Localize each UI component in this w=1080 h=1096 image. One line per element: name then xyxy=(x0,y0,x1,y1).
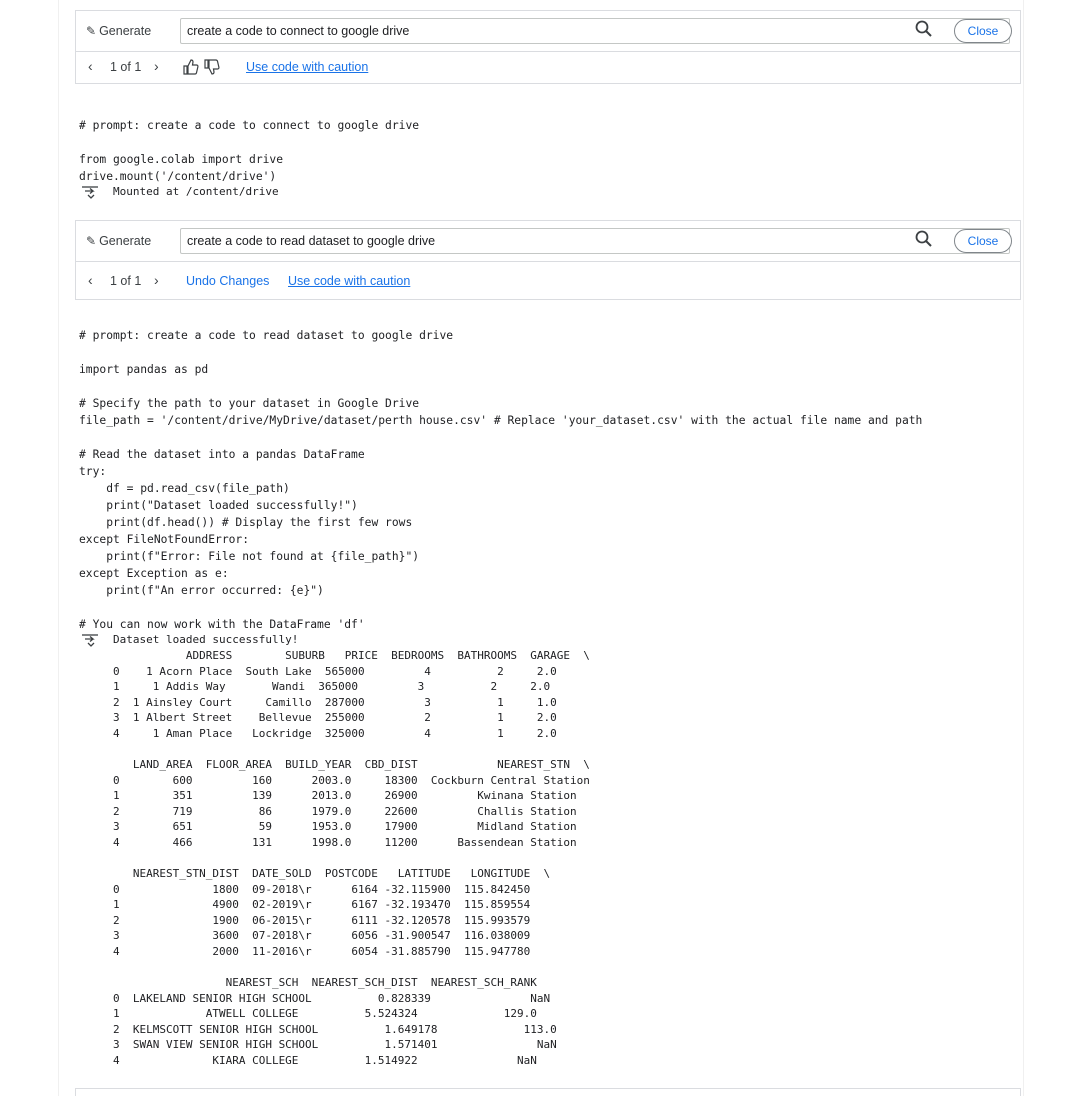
search-icon[interactable] xyxy=(913,228,935,250)
df-row: 2 1900 06-2015\r 6111 -32.120578 115.993579 xyxy=(113,913,531,927)
code-cell-2[interactable] xyxy=(79,310,922,633)
code-line: from google.colab import drive xyxy=(79,153,284,166)
output-arrow-icon[interactable] xyxy=(80,633,100,647)
df-row: LAND_AREA FLOOR_AREA BUILD_YEAR CBD_DIST NEAREST_STN \ xyxy=(113,758,590,771)
output-text: Mounted at /content/drive xyxy=(113,185,279,198)
code-line: # prompt: create a code to read dataset to google drive xyxy=(79,329,454,342)
code-line: # prompt: create a code to connect to google drive xyxy=(79,119,420,132)
wand-icon: ✎ xyxy=(86,234,97,248)
df-row: 1 351 139 2013.0 26900 Kwinana Station xyxy=(113,789,577,803)
close-button[interactable]: Close xyxy=(954,229,1012,253)
code-line: except Exception as e: xyxy=(79,567,229,580)
pager-text: 1 of 1 xyxy=(110,60,142,74)
df-row: NEAREST_STN_DIST DATE_SOLD POSTCODE LATITUDE LONGITUDE \ xyxy=(113,867,551,880)
use-with-caution-link[interactable]: Use code with caution xyxy=(288,274,411,288)
df-row: 4 1 Aman Place Lockridge 325000 4 1 2.0 xyxy=(113,726,557,740)
df-row: 1 1 Addis Way Wandi 365000 3 2 2.0 xyxy=(113,680,551,694)
df-row: 3 SWAN VIEW SENIOR HIGH SCHOOL 1.571401 NaN xyxy=(113,1038,557,1052)
df-row: ADDRESS SUBURB PRICE BEDROOMS BATHROOMS GARAGE \ xyxy=(113,649,590,662)
chevron-left-icon[interactable]: ‹ xyxy=(88,272,93,288)
code-line: print(f"Error: File not found at {file_path}") xyxy=(79,550,420,563)
df-row: 4 466 131 1998.0 11200 Bassendean Station xyxy=(113,835,577,849)
wand-icon: ✎ xyxy=(86,24,97,38)
code-line: drive.mount('/content/drive') xyxy=(79,170,277,183)
generate-text: Generate xyxy=(99,24,152,38)
df-row: 1 4900 02-2019\r 6167 -32.193470 115.859554 xyxy=(113,898,531,912)
undo-changes-button[interactable]: Undo Changes xyxy=(186,274,270,288)
dataframe-block-4 xyxy=(113,975,557,1069)
generate-label[interactable] xyxy=(86,24,151,38)
code-line: except FileNotFoundError: xyxy=(79,533,250,546)
code-line: print(df.head()) # Display the first few rows xyxy=(79,516,413,529)
df-row: 0 1800 09-2018\r 6164 -32.115900 115.842450 xyxy=(113,882,531,896)
generate-text: Generate xyxy=(99,234,152,248)
use-with-caution-link[interactable]: Use code with caution xyxy=(246,60,369,74)
code-line: # Specify the path to your dataset in Google Drive xyxy=(79,397,420,410)
chevron-right-icon[interactable]: › xyxy=(154,272,159,288)
dataframe-block-2 xyxy=(113,757,590,851)
code-line xyxy=(79,599,922,616)
df-row: 0 1 Acorn Place South Lake 565000 4 2 2.0 xyxy=(113,664,557,678)
code-line: file_path = '/content/drive/MyDrive/dataset/perth house.csv' # Replace 'your_dataset.csv' with the actual file name and path xyxy=(79,414,923,427)
code-line xyxy=(79,429,922,446)
df-row: 2 719 86 1979.0 22600 Challis Station xyxy=(113,804,577,818)
code-line: df = pd.read_csv(file_path) xyxy=(79,482,290,495)
thumb-up-icon[interactable] xyxy=(182,59,200,75)
pager-text: 1 of 1 xyxy=(110,274,142,288)
df-row: 1 ATWELL COLLEGE 5.524324 129.0 xyxy=(113,1007,537,1021)
output-title: Dataset loaded successfully! xyxy=(113,633,299,646)
prompt-text: create a code to connect to google drive xyxy=(187,24,410,38)
code-line: # You can now work with the DataFrame 'df' xyxy=(79,618,365,631)
generate-bar-2 xyxy=(75,220,1021,262)
output-arrow-icon[interactable] xyxy=(80,185,100,199)
chevron-left-icon[interactable]: ‹ xyxy=(88,58,93,74)
code-line xyxy=(79,378,922,395)
prompt-text: create a code to read dataset to google drive xyxy=(187,234,436,248)
generate-label[interactable] xyxy=(86,234,151,248)
df-row: 2 1 Ainsley Court Camillo 287000 3 1 1.0 xyxy=(113,695,557,709)
df-row: 4 2000 11-2016\r 6054 -31.885790 115.947780 xyxy=(113,944,531,958)
df-row: 3 3600 07-2018\r 6056 -31.900547 116.038009 xyxy=(113,929,531,943)
df-row: 0 LAKELAND SENIOR HIGH SCHOOL 0.828339 NaN xyxy=(113,991,551,1005)
code-line: # Read the dataset into a pandas DataFrame xyxy=(79,448,365,461)
generate-toolbar-1 xyxy=(75,52,1021,84)
generate-bar-1 xyxy=(75,10,1021,52)
df-row: 4 KIARA COLLEGE 1.514922 NaN xyxy=(113,1053,537,1067)
df-row: NEAREST_SCH NEAREST_SCH_DIST NEAREST_SCH_RANK xyxy=(113,976,537,989)
code-line: print("Dataset loaded successfully!") xyxy=(79,499,358,512)
code-line: try: xyxy=(79,465,107,478)
search-icon[interactable] xyxy=(913,18,935,40)
code-line xyxy=(79,344,922,361)
dataframe-block-1 xyxy=(113,648,590,742)
chevron-right-icon[interactable]: › xyxy=(154,58,159,74)
code-line xyxy=(79,134,419,151)
code-line: print(f"An error occurred: {e}") xyxy=(79,584,324,597)
df-row: 3 1 Albert Street Bellevue 255000 2 1 2.0 xyxy=(113,711,557,725)
df-row: 2 KELMSCOTT SENIOR HIGH SCHOOL 1.649178 113.0 xyxy=(113,1022,557,1036)
thumb-down-icon[interactable] xyxy=(203,59,221,75)
next-cell-edge xyxy=(75,1088,1021,1096)
code-line: import pandas as pd xyxy=(79,363,209,376)
df-row: 3 651 59 1953.0 17900 Midland Station xyxy=(113,820,577,834)
df-row: 0 600 160 2003.0 18300 Cockburn Central Station xyxy=(113,773,590,787)
code-cell-1[interactable] xyxy=(79,100,419,185)
prompt-input[interactable] xyxy=(180,18,1010,44)
prompt-input[interactable] xyxy=(180,228,1010,254)
dataframe-block-3 xyxy=(113,866,550,960)
generate-toolbar-2 xyxy=(75,262,1021,300)
close-button[interactable]: Close xyxy=(954,19,1012,43)
